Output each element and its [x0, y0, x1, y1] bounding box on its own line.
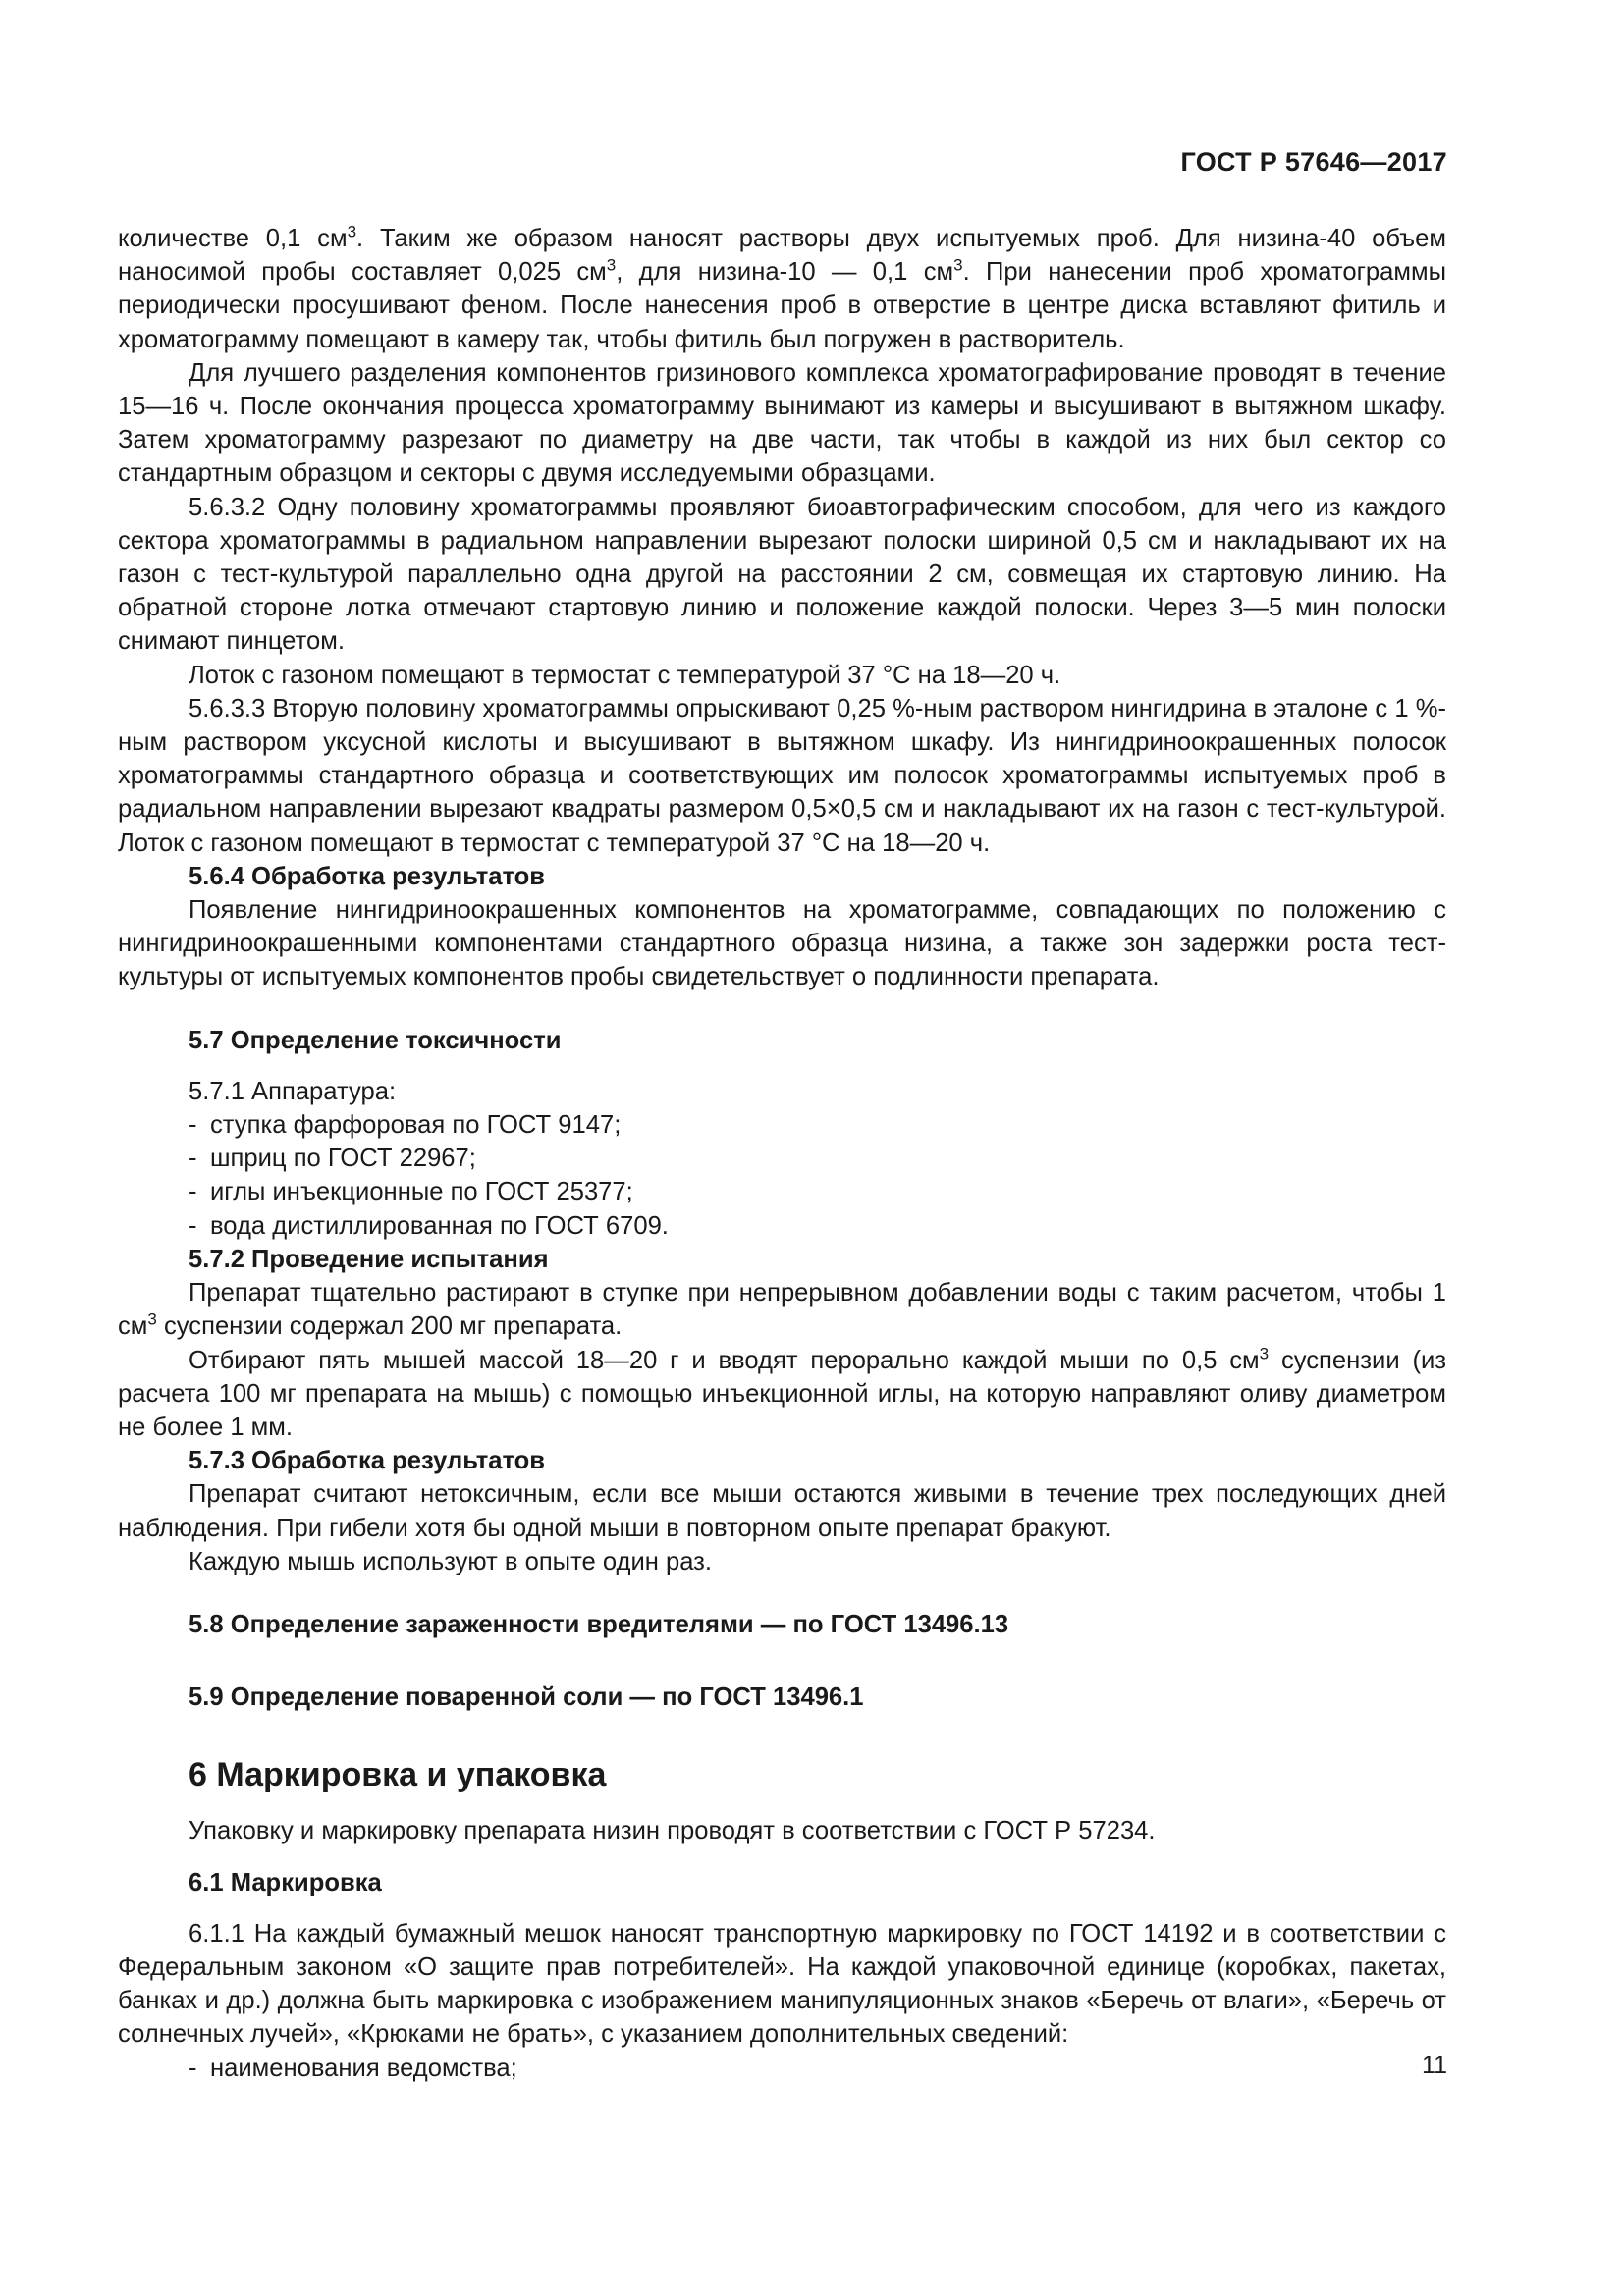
list-item: - ступка фарфоровая по ГОСТ 9147;	[189, 1111, 622, 1140]
section-heading: 5.6.4 Обработка результатов	[189, 862, 546, 890]
paragraph: Каждую мышь используют в опыте один раз.	[189, 1547, 713, 1575]
paragraph: Для лучшего разделения компонентов гризинового комплекса хроматографирование проводят в течение 15—16 ч. После окончания процесса хроматограмму вынимают из камеры и высушивают в вытяжном шкафу. Затем хроматограмму разрезают по диаметру на две части, так чтобы в каждой из них был сектор со стандартным образцом и секторы с двумя исследуемыми образцами.	[118, 358, 1446, 488]
paragraph: Лоток с газоном помещают в термостат с температурой 37 °С на 18—20 ч.	[189, 661, 1061, 689]
chapter-heading: 6 Маркировка и упаковка	[189, 1756, 607, 1794]
paragraph: количестве 0,1 $см^3$. Таким же образом наносят растворы двух испытуемых проб. Для низина-40 объем наносимой пробы составляет 0,025 $см^3$, для низина-10 — 0,1 $см^3$. При нанесении проб хроматограммы периодически просушивают феном. После нанесения проб в отверстие в центре диска вставляют фитиль и хроматограмму помещают в камеру так, чтобы фитиль был погружен в растворитель.	[118, 222, 1446, 353]
list-item: - наименования ведомства;	[189, 2054, 517, 2082]
list-item: - иглы инъекционные по ГОСТ 25377;	[189, 1178, 633, 1206]
list-item: - шприц по ГОСТ 22967;	[189, 1145, 476, 1173]
section-heading: 5.7.2 Проведение испытания	[189, 1245, 549, 1273]
section-heading: 5.8 Определение зараженности вредителями — по ГОСТ 13496.13	[189, 1610, 1009, 1638]
document-body	[118, 222, 1446, 2085]
paragraph: Упаковку и маркировку препарата низин проводят в соответствии с ГОСТ Р 57234.	[189, 1817, 1156, 1845]
document-header: ГОСТ Р 57646—2017	[1180, 147, 1447, 177]
paragraph: Отбирают пять мышей массой 18—20 г и вводят перорально каждой мыши по 0,5 $см^3$ суспензии (из расчета 100 мг препарата на мышь) с помощью инъекционной иглы, на которую направляют оливу диаметром не более 1 мм.	[118, 1343, 1446, 1441]
paragraph: Появление нингидриноокрашенных компонентов на хроматограмме, совпадающих по положению с нингидриноокрашенными компонентами стандартного образца низина, а также зон задержки роста тест-культуры от испытуемых компонентов пробы свидетельствует о подлинности препарата.	[118, 896, 1446, 991]
paragraph: 6.1.1 На каждый бумажный мешок наносят транспортную маркировку по ГОСТ 14192 и в соответствии с Федеральным законом «О защите прав потребителей». На каждой упаковочной единице (коробках, пакетах, банках и др.) должна быть маркировка с изображением манипуляционных знаков «Беречь от влаги», «Беречь от солнечных лучей», «Крюками не брать», с указанием дополнительных сведений:	[118, 1919, 1446, 2049]
paragraph: 5.6.3.2 Одну половину хроматограммы проявляют биоавтографическим способом, для чего из каждого сектора хроматограммы в радиальном направлении вырезают полоски шириной 0,5 см и накладывают их на газон с тест-культурой параллельно одна другой на расстоянии 2 см, совмещая их стартовую линию. На обратной стороне лотка отмечают стартовую линию и положение каждой полоски. Через 3—5 мин полоски снимают пинцетом.	[118, 493, 1446, 656]
paragraph: Препарат тщательно растирают в ступке при непрерывном добавлении воды с таким расчетом, чтобы 1 $см^3$ суспензии содержал 200 мг препарата.	[118, 1279, 1446, 1341]
paragraph: 5.6.3.3 Вторую половину хроматограммы опрыскивают 0,25 %-ным раствором нингидрина в эталоне с 1 %-ным раствором уксусной кислоты и высушивают в вытяжном шкафу. Из нингидриноокрашенных полосок хроматограммы стандартного образца и соответствующих им полосок хроматограммы испытуемых проб в радиальном направлении вырезают квадраты размером 0,5×0,5 см и накладывают их на газон с тест-культурой. Лоток с газоном помещают в термостат с температурой 37 °С на 18—20 ч.	[118, 694, 1446, 857]
section-heading: 5.9 Определение поваренной соли — по ГОСТ 13496.1	[189, 1683, 864, 1712]
list-item: - вода дистиллированная по ГОСТ 6709.	[189, 1211, 669, 1240]
page-number: 11	[1422, 2052, 1447, 2079]
section-heading: 5.7 Определение токсичности	[189, 1026, 562, 1054]
section-heading: 6.1 Маркировка	[189, 1868, 382, 1896]
section-heading: 5.7.3 Обработка результатов	[189, 1447, 546, 1475]
paragraph: 5.7.1 Аппаратура:	[189, 1077, 397, 1105]
paragraph: Препарат считают нетоксичным, если все мыши остаются живыми в течение трех последующих дней наблюдения. При гибели хотя бы одной мыши в повторном опыте препарат бракуют.	[118, 1480, 1446, 1542]
